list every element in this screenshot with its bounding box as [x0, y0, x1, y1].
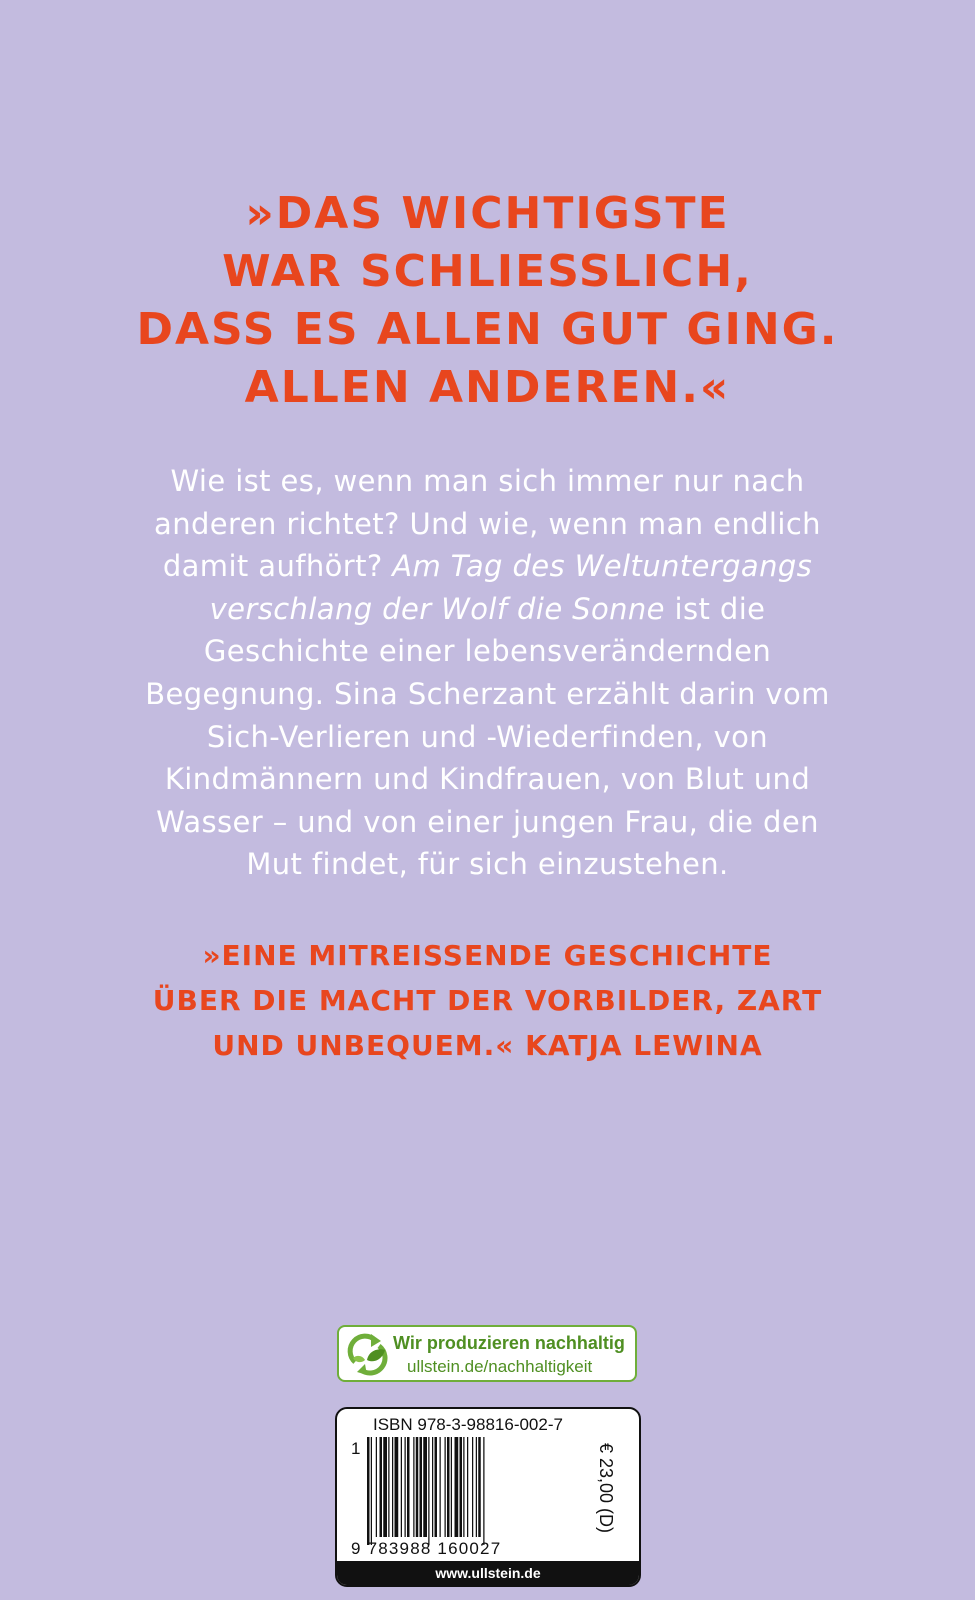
- barcode-bar: [383, 1437, 387, 1537]
- book-title-italic: Am Tag des Weltuntergangs: [392, 549, 813, 584]
- barcode-bar: [478, 1437, 481, 1537]
- barcode-bar: [401, 1437, 402, 1537]
- sustainability-title: Wir produzieren nachhaltig: [393, 1333, 625, 1353]
- barcode-bar: [472, 1437, 473, 1537]
- price-label: € 23,00 (D): [596, 1443, 616, 1534]
- blurb-text: [0, 460, 975, 886]
- blurb-line: [0, 588, 975, 631]
- barcode-bar: [455, 1437, 459, 1537]
- barcode-bar: [380, 1437, 383, 1537]
- headline-line: WAR SCHLIESSLICH,: [222, 246, 753, 297]
- blurb-line: Sich-Verlieren und -Wiederfinden, von: [206, 719, 769, 754]
- headline-quote: [0, 185, 975, 417]
- barcode-bar: [407, 1437, 410, 1537]
- blurb-line: Mut findet, für sich einzustehen.: [246, 847, 729, 882]
- barcode-bar: [447, 1437, 450, 1537]
- barcode-bar: [428, 1437, 429, 1545]
- quote-line: UND UNBEQUEM.« KATJA LEWINA: [212, 1029, 763, 1062]
- sustainability-badge: [337, 1325, 637, 1382]
- isbn-barcode-label: [335, 1407, 641, 1587]
- barcode-bar: [405, 1437, 406, 1537]
- blurb-line: Begegnung. Sina Scherzant erzählt darin vom: [145, 676, 830, 711]
- barcode-bar: [463, 1437, 464, 1537]
- quote-line: ÜBER DIE MACHT DER VORBILDER, ZART: [152, 984, 823, 1017]
- barcode-bar: [476, 1437, 477, 1537]
- blurb-text-plain: ist die: [664, 591, 766, 626]
- barcode-bar: [420, 1437, 423, 1537]
- barcode-bar: [376, 1437, 377, 1537]
- publisher-url: www.ullstein.de: [337, 1561, 639, 1585]
- barcode-bar: [483, 1437, 484, 1545]
- quote-line: »EINE MITREISSENDE GESCHICHTE: [202, 939, 773, 972]
- recycle-leaf-icon: [345, 1332, 389, 1376]
- isbn-number: ISBN 978-3-98816-002-7: [373, 1415, 563, 1434]
- barcode-bar: [440, 1437, 441, 1537]
- barcode-bar: [388, 1437, 389, 1537]
- blurb-line: anderen richtet? Und wie, wenn man endlich: [154, 506, 821, 541]
- barcode-bar: [423, 1437, 427, 1537]
- barcode-bar: [435, 1437, 438, 1537]
- barcode-bar: [451, 1437, 452, 1537]
- blurb-line: Kindmännern und Kindfrauen, von Blut und: [164, 762, 811, 797]
- barcode-icon: [367, 1437, 587, 1545]
- barcode-bar: [367, 1437, 370, 1545]
- barcode-bar: [392, 1437, 393, 1537]
- blurb-line: Geschichte einer lebensverändernden: [203, 634, 772, 669]
- barcode-bar: [413, 1437, 414, 1537]
- headline-line: »DAS WICHTIGSTE: [245, 188, 730, 239]
- barcode-lead-digit: 1: [351, 1439, 361, 1458]
- headline-line: DASS ES ALLEN GUT GING.: [136, 304, 839, 355]
- barcode-bar: [467, 1437, 468, 1537]
- blurb-line: [0, 545, 975, 588]
- barcode-bar: [371, 1437, 372, 1545]
- barcode-digits: 9 783988 160027: [351, 1539, 502, 1558]
- headline-line: ALLEN ANDEREN.«: [244, 362, 731, 413]
- book-title-italic: verschlang der Wolf die Sonne: [209, 591, 665, 626]
- blurb-line: Wasser – und von einer jungen Frau, die den: [156, 804, 819, 839]
- blurb-text-plain: damit aufhört?: [162, 549, 393, 584]
- barcode-bar: [432, 1437, 433, 1537]
- barcode-bar: [445, 1437, 446, 1537]
- barcode-bar: [416, 1437, 419, 1537]
- sustainability-url: ullstein.de/nachhaltigkeit: [407, 1357, 593, 1376]
- review-quote: [0, 933, 975, 1068]
- blurb-line: Wie ist es, wenn man sich immer nur nach: [170, 464, 805, 498]
- barcode-bar: [460, 1437, 463, 1537]
- barcode-bar: [395, 1437, 399, 1537]
